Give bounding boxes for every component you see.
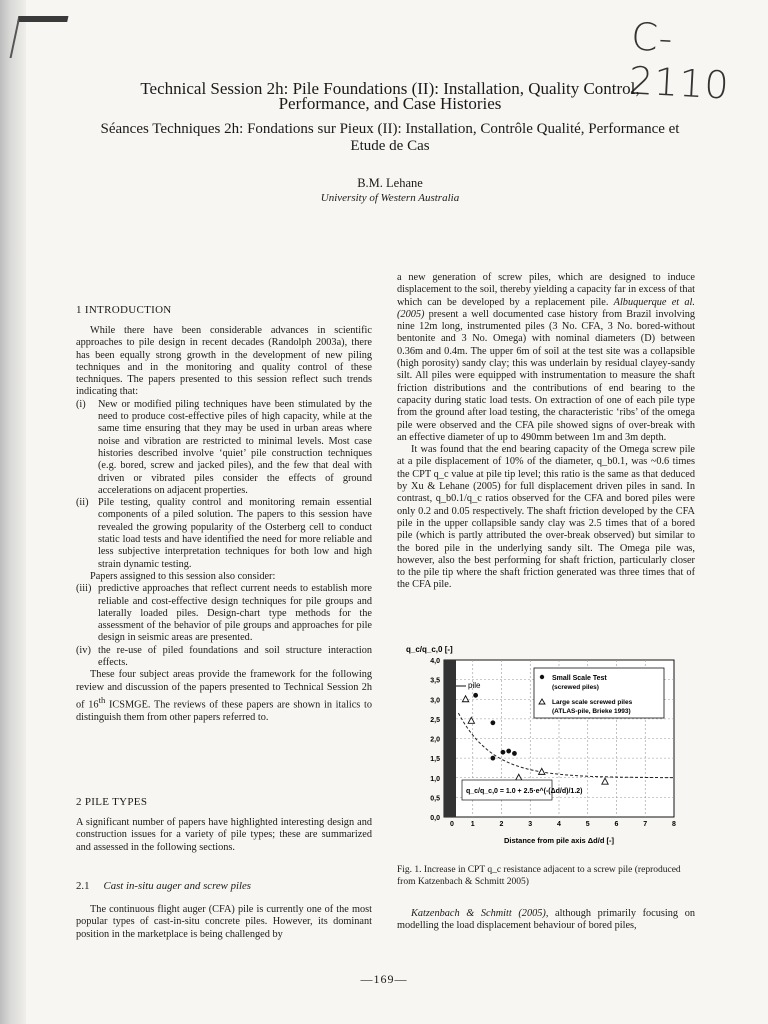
y-tick-label: 1,5 [430,756,440,764]
page-number: —169— [360,972,408,986]
list-text: New or modified piling techniques have been stimulated by the need to produce cost-effective piles of high capacity, while at the same time ensuring that they may be used in urban areas where noise and vibration are restricted to minimal levels. Most case histories described involve ‘quiet’ pile construction techniques (e.g. bored, screw and jacked piles), and the few that deal with driven or vibrated piles consider the effects of ground accelerations on adjacent properties. [98,398,372,496]
subsection-2-1-body [76,904,372,941]
also-consider: Papers assigned to this session also consider: [90,570,276,582]
right-column-continued [397,908,695,933]
framework-superscript: th [98,694,106,705]
section-1-heading: 1 INTRODUCTION [76,304,172,316]
list-item-i [76,399,372,497]
title-line-2: Performance, and Case Histories [278,94,502,113]
scan-edge [0,0,26,1024]
data-point-circle [490,756,495,761]
framework-text-end: ICSMGE. The reviews of these papers are shown in italics to distinguish them from other papers referred to. [76,699,372,723]
list-item-iii [76,583,372,644]
y-tick-label: 2,5 [430,716,440,724]
y-tick-label: 3,5 [430,677,440,685]
section-2-body [76,817,372,854]
introduction-body [76,325,372,724]
y-tick-label: 3,0 [430,697,440,705]
right-paragraph-3 [397,908,695,933]
affiliation: University of Western Australia [320,192,460,204]
x-tick-label: 1 [470,821,475,828]
citation-katzenbach: Katzenbach & Schmitt (2005) [411,908,546,919]
x-tick-label: 7 [643,821,648,828]
handwritten-reference: C-2110 [627,14,731,108]
section-2-paragraph: A significant number of papers have highlighted interesting design and construction issues for a variety of pile types; these are summarized and assessed in the following sections. [76,817,372,853]
y-axis-label: q_c/q_c,0 [-] [406,645,453,654]
corner-mark [10,16,69,58]
x-tick-label: 6 [614,821,619,828]
pile-bar [444,660,456,817]
pile-label: pile [468,681,481,690]
data-point-circle [506,749,511,754]
y-tick-label: 2,0 [430,736,440,744]
subsection-2-1-paragraph: The continuous flight auger (CFA) pile is currently one of the most popular types of cast-in-situ concrete piles. However, its dominant position in the marketplace is being challenged by [76,904,372,940]
y-tick-label: 4,0 [430,658,440,665]
subsection-title: Cast in-situ auger and screw piles [103,880,251,892]
y-tick-label: 1,0 [430,775,440,783]
list-text: predictive approaches that reflect current needs to establish more reliable and cost-effective design techniques for pile groups and laterally loaded piles. Design-chart type methods for the assessment of the behavior of pile groups and approaches for pile design in seismic areas are presented. [98,583,372,644]
x-tick-label: 8 [672,821,676,828]
list-number: (i) [76,398,86,410]
framework-text-start: These four subject areas provide the framework for the following review and discussion of the papers presented to Technical Session 2h of 16 [76,669,372,711]
list-item-iv [76,645,372,670]
x-tick-label: 2 [499,821,504,828]
subtitle-line-1: Séances Techniques 2h: Fondations sur Pieux (II): Installation, Contrôle Qualité, Performance et [100,121,680,137]
subsection-2-1-heading [76,880,251,892]
intro-paragraph: While there have been considerable advances in scientific approaches to pile design in recent decades (Randolph 2003a), there has been equally strong growth in the development of new piling techniques and in the monitoring and quality control of these techniques. The papers presented to this session reflect such trends indicating that: [76,325,372,398]
list-item-ii [76,497,372,571]
data-point-circle [473,693,478,698]
section-2-heading: 2 PILE TYPES [76,796,148,808]
x-tick-label: 5 [585,821,590,828]
data-point-circle [490,720,495,725]
para3-text: , although primarily focusing on modelling the load displacement behaviour of bored piles, [397,908,695,932]
data-point-circle [501,750,506,755]
list-number: (iii) [76,583,92,595]
framework-paragraph [76,669,372,724]
list-number: (ii) [76,497,89,509]
right-paragraph-1 [397,272,695,444]
x-tick-label: 4 [557,821,561,828]
x-axis-label: Distance from pile axis Δd/d [-] [504,836,614,845]
right-column-body [397,272,695,592]
list-text: the re-use of piled foundations and soil structure interaction effects. [98,644,372,669]
x-tick-label: 3 [528,821,533,828]
right-paragraph-2: It was found that the end bearing capacity of the Omega screw pile at a pile displacement of 10% of the diameter, q_b0.1, was ~0.6 times the CPT q_c value at pile tip level; this ratio is the same as that deduced by Xu & Lehane (2005) for full displacement driven piles in sand. In contrast, q_b0.1/q_c ratios observed for the CFA and bored piles were only 0.2 and 0.05 respectively. The shaft friction developed by the CFA pile in the upper collapsible sandy clay was 2.5 times that of a bored pile (which is partly attributed the over-break observed) but similar to the bored pile in the underlying sandy silt. The Omega pile was, however, also the best performing for shaft friction, particularly closer to the pile tip where the shaft friction generated was three times that of the CFA pile. [397,444,695,591]
y-tick-label: 0,0 [430,815,440,822]
title-line-1: Technical Session 2h: Pile Foundations (II): Installation, Quality Control, [140,79,640,98]
para1-text-end: present a well documented case history from Brazil involving nine 12m long, instrumented piles (3 No. CFA, 3 No. bored-without bentonite and 3 No. Omega) with nominal diameters (D) between 0.36m and 0.4m. The upper 6m of soil at the test site was a collapsible (high porosity) sandy clay; this was underlain by residual clayey-sandy silt. All piles were equipped with instrumentation to measure the shaft friction distributions and the contributions of end bearing to the capacity during static load tests. On extraction of one of each pile type from the ground after load testing, the characteristic ‘ribs’ of the omega pile were observed and the CFA pile showed signs of over-break with an effective diameter of up to 490mm between 1m and 3m depth. [397,308,695,443]
legend-1-line-2: (screwed piles) [552,684,599,691]
citation-albuquerque: Albuquerque et al.(2005) [397,296,695,320]
author: B.M. Lehane [357,176,423,190]
legend-2-line-1: Large scale screwed piles [552,699,633,706]
list-text: Pile testing, quality control and monitoring remain essential components of a piled solution. The papers to this session have revealed the growing popularity of the Osterberg cell to conduct static load tests and have identified the need for more reliable and less subjective interpretation techniques for both low and high strain dynamic testing. [98,497,372,570]
x-tick-labels [450,821,676,828]
x-tick-label: 0 [450,821,454,828]
legend-2-line-2: (ATLAS-pile, Brieke 1993) [552,708,631,715]
y-tick-label: 0,5 [430,795,440,803]
list-number: (iv) [76,644,91,656]
data-point-circle [512,751,517,756]
subtitle-line-2: Etude de Cas [350,138,430,154]
figure-1-chart [396,640,696,850]
legend-circle-marker [540,675,544,679]
y-tick-labels [430,658,440,822]
subsection-number: 2.1 [76,880,90,892]
figure-1-caption: Fig. 1. Increase in CPT q_c resistance adjacent to a screw pile (reproduced from Katzenbach & Schmitt 2005) [397,865,681,887]
para1-text-start: a new generation of screw piles, which are designed to induce displacement to the soil, thereby yielding a capacity far in excess of that which can be developed by a replacement pile. [397,272,695,308]
legend-1-line-1: Small Scale Test [552,675,607,682]
fit-equation: q_c/q_c,0 = 1.0 + 2.5·e^(-(Δd/d)/1.2) [466,788,583,795]
